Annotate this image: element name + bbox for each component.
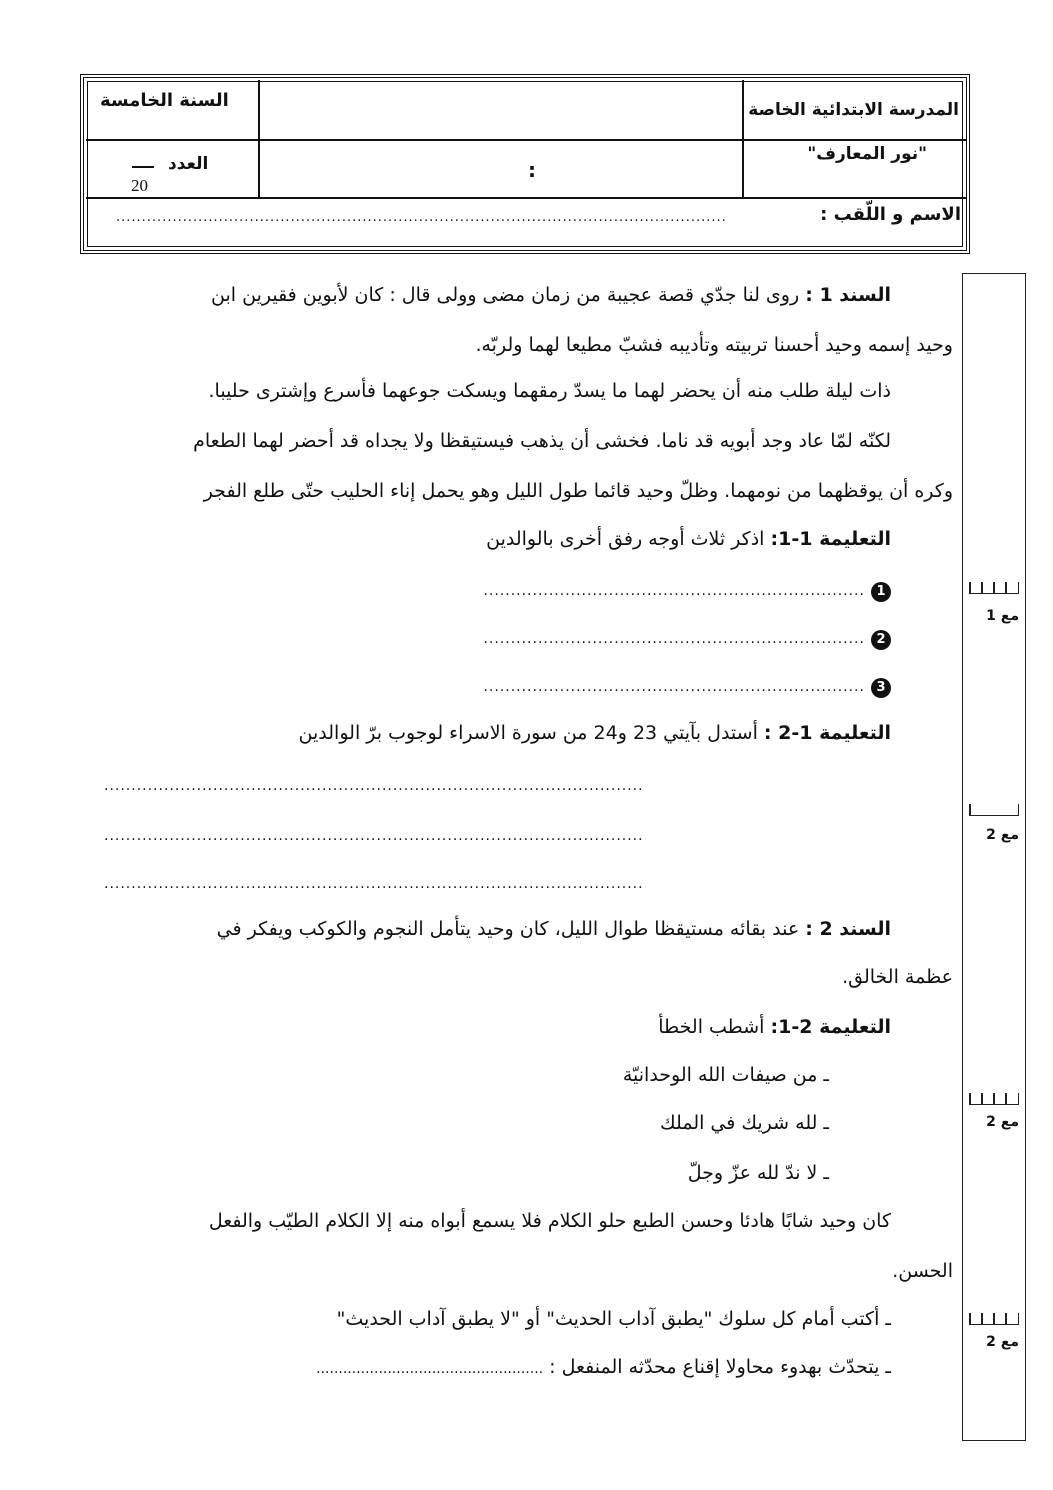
mark-label-3: مع 2 (986, 1114, 1019, 1130)
name-label: الاسم و اللّقب : (820, 204, 961, 225)
answer-dots[interactable]: ...................................................................... (483, 583, 865, 599)
sanad2-label: السند 2 : (805, 918, 891, 940)
mark-boxes-2[interactable] (969, 804, 1019, 816)
score-fraction-bar (132, 166, 154, 168)
q11-answer-3[interactable] (483, 674, 891, 698)
q21-item-1[interactable]: ـ من صيفات الله الوحدانيّة (622, 1064, 829, 1086)
q11-label: التعليمة 1-1: (770, 528, 891, 550)
score-label: العدد (168, 154, 209, 174)
q11-line (486, 528, 891, 550)
sanad2-line1 (217, 918, 891, 940)
answer-dots[interactable]: ...................................................................... (483, 679, 865, 695)
mark-label-2: مع 2 (986, 827, 1019, 843)
mark-boxes-1[interactable] (969, 582, 1019, 594)
q22-instruction: ـ أكتب أمام كل سلوك "يطبق آداب الحديث" أو "لا يطبق آداب الحديث" (336, 1308, 891, 1330)
q12-text: أستدل بآيتي 23 و24 من سورة الاسراء لوجوب برّ الوالدين (298, 722, 758, 744)
sanad1-line2: وحيد إسمه وحيد أحسنا تربيته وتأديبه فشبّ مطيعا لهما ولربّه. (475, 334, 953, 356)
mark-boxes-4[interactable] (969, 1313, 1019, 1325)
sanad1-line4: لكنّه لمّا عاد وجد أبويه قد ناما. فخشى أن يذهب فيستيقظا ولا يجداه قد أحضر لهما الطعام (193, 430, 891, 452)
score-max: 20 (131, 176, 148, 195)
header-row-divider (86, 139, 966, 141)
para3-line1: كان وحيد شابًا هادئا وحسن الطبع حلو الكلام فلا يسمع أبواه منه إلا الكلام الطيّب والفعل (208, 1210, 891, 1232)
sanad1-text1: روى لنا جدّي قصة عجيبة من زمان مضى وولى قال : كان لأبوين فقيرين ابن (211, 284, 800, 306)
header-col-divider-right (742, 80, 744, 199)
q21-line (658, 1016, 891, 1038)
q11-answer-2[interactable] (483, 626, 891, 650)
answer-dots[interactable]: ...................................................................... (483, 631, 865, 647)
school-name-line1: المدرسة الابتدائية الخاصة (748, 100, 959, 120)
q21-item-3[interactable]: ـ لا ندّ لله عزّ وجلّ (687, 1162, 829, 1184)
q22-answer-dots[interactable]: ................................................... (316, 1361, 544, 1377)
q11-answer-1[interactable] (483, 578, 891, 602)
name-field[interactable]: ....................................................................................................................... (116, 210, 727, 225)
q21-label: التعليمة 2-1: (770, 1016, 891, 1038)
q21-text: أشطب الخطأ (658, 1016, 765, 1038)
center-colon: : (528, 158, 536, 182)
sanad1-label: السند 1 : (805, 284, 891, 306)
sanad1-line1 (211, 284, 891, 306)
school-name-line2: "نور المعارف" (807, 144, 927, 164)
sanad1-line3: ذات ليلة طلب منه أن يحضر لهما ما يسدّ رمقهما ويسكت جوعهما فأسرع وإشترى حليبا. (208, 380, 891, 402)
q12-answer-1[interactable]: ................................................................................................... (104, 778, 644, 794)
bullet-2-icon: 2 (871, 630, 891, 650)
q22-item: ـ يتحدّث بهدوء محاولا إقناع محدّثه المنفعل : (549, 1356, 891, 1378)
para3-line2: الحسن. (892, 1260, 953, 1282)
q12-answer-2[interactable]: ................................................................................................... (104, 828, 644, 844)
q12-answer-3[interactable]: ................................................................................................... (104, 876, 644, 892)
sanad2-text1: عند بقائه مستيقظا طوال الليل، كان وحيد يتأمل النجوم والكوكب ويفكر في (216, 918, 800, 940)
bullet-1-icon: 1 (871, 582, 891, 602)
grade-label: السنة الخامسة (100, 90, 229, 111)
sanad1-line5: وكره أن يوقظهما من نومهما. وظلّ وحيد قائما طول الليل وهو يحمل إناء الحليب حتّى طلع الفجر (203, 480, 953, 502)
q11-text: اذكر ثلاث أوجه رفق أخرى بالوالدين (486, 528, 765, 550)
header-row-divider-2 (86, 197, 966, 199)
q22-item-line (316, 1356, 891, 1378)
marking-column (962, 273, 1026, 1441)
q21-item-2[interactable]: ـ لله شريك في الملك (660, 1112, 829, 1134)
q12-line (299, 722, 891, 744)
sanad2-line2: عظمة الخالق. (842, 966, 953, 988)
mark-label-1: مع 1 (986, 608, 1019, 624)
header-col-divider-left (258, 80, 260, 199)
q12-label: التعليمة 1-2 : (763, 722, 891, 744)
bullet-3-icon: 3 (871, 678, 891, 698)
mark-label-4: مع 2 (986, 1334, 1019, 1350)
mark-boxes-3[interactable] (969, 1093, 1019, 1105)
